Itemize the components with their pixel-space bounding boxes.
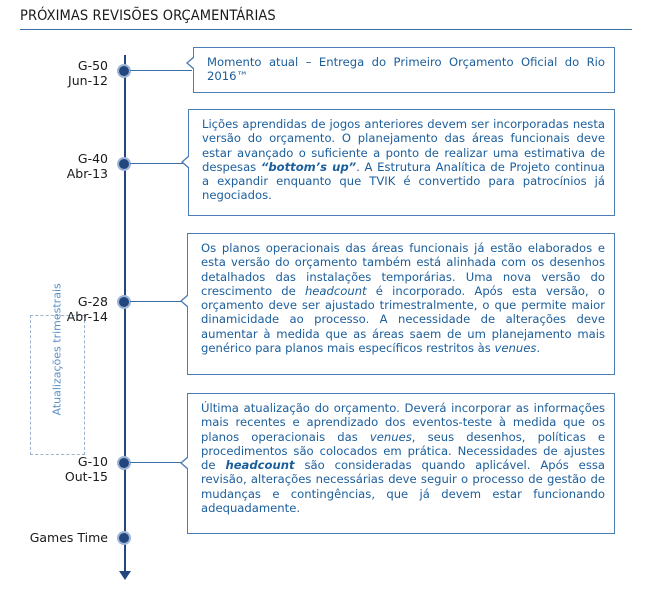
revision-text: Lições aprendidas de jogos anteriores devem ser incorporadas nesta versão do orçamento. O planejamento das áreas funcionais deve estar avançado o suficiente a ponto de realizar uma estimativa de despesas “bottom’s up”. A Estrutura Analítica de Projeto continua a expandir enquanto que TVIK é convertido para patrocínios já negociados.: [202, 117, 605, 203]
revision-text: Última atualização do orçamento. Deverá incorporar as informações mais recentes e aprendizado dos eventos-teste à medida que os planos operacionais das venues, seus desenhos, políticas e procedimentos são colocados em prática. Necessidades de ajustes de headcount são consideradas quando aplicável. Após essa revisão, alterações necessárias deve seguir o processo de gestão de mudanças e contingências, que já devem estar funcionando adequadamente.: [201, 401, 606, 516]
milestone-code: G-40: [77, 151, 108, 166]
milestone-games-time-dot[interactable]: [117, 531, 131, 545]
connector-line: [130, 70, 192, 71]
milestone-g40-dot[interactable]: [117, 157, 131, 171]
revision-box-g40: [188, 109, 615, 216]
milestone-code: G-28: [77, 294, 108, 309]
milestone-g50-dot[interactable]: [117, 64, 131, 78]
milestone-g28-dot[interactable]: [117, 295, 131, 309]
revision-text: Momento atual – Entrega do Primeiro Orçamento Oficial do Rio 2016™: [207, 55, 605, 84]
quarterly-updates-label: Atualizações trimestrais: [50, 283, 64, 416]
milestone-g10-dot[interactable]: [117, 456, 131, 470]
revision-text: Os planos operacionais das áreas funcionais já estão elaborados e esta versão do orçamento também está alinhada com os desenhos detalhados das instalações temporárias. Uma nova versão do crescimento de headcount é incorporado. Após esta versão, o orçamento deve ser ajustado trimestralmente, o que permite maior dinamicidade ao processo. A necessidade de alterações deve aumentar à medida que as áreas saem de um planejamento mais genérico para planos mais específicos restritos às venues.: [201, 241, 605, 356]
milestone-code: Games Time: [29, 530, 108, 545]
milestone-g40-label: [8, 151, 108, 181]
milestone-date: Abr-14: [66, 309, 108, 324]
milestone-date: Jun-12: [68, 73, 108, 88]
timeline-arrow-down-icon: [119, 571, 131, 580]
revision-box-g10: [187, 393, 615, 534]
connector-line: [130, 462, 186, 463]
timeline-line: [124, 55, 126, 573]
revision-box-g28: [187, 233, 615, 375]
page-title: PRÓXIMAS REVISÕES ORÇAMENTÁRIAS: [20, 8, 276, 24]
milestone-date: Out-15: [64, 469, 108, 484]
milestone-games-time-label: [8, 530, 108, 545]
milestone-code: G-10: [77, 454, 108, 469]
milestone-g28-label: [8, 294, 108, 324]
connector-line: [130, 163, 187, 164]
revision-box-g50: [193, 47, 615, 93]
connector-line: [130, 301, 186, 302]
milestone-g10-label: [8, 454, 108, 484]
milestone-code: G-50: [77, 58, 108, 73]
milestone-g50-label: [8, 58, 108, 88]
milestone-date: Abr-13: [66, 166, 108, 181]
title-divider: [20, 29, 632, 30]
